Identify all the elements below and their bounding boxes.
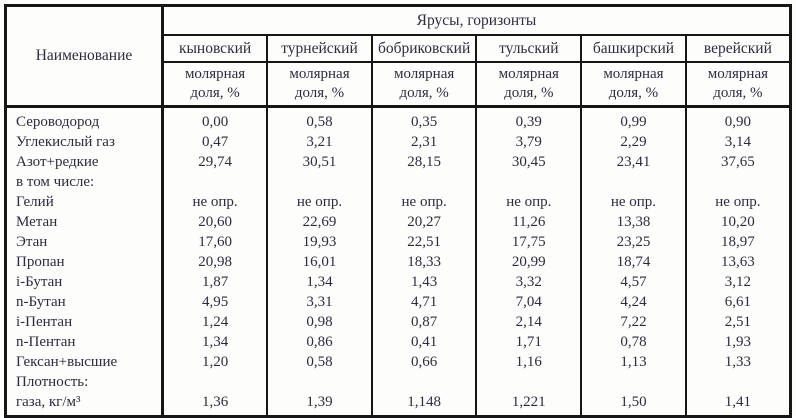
value-cell: 0,58 — [267, 107, 372, 133]
value-cell: 0,58 — [267, 352, 372, 372]
column-header: верейский — [686, 35, 791, 62]
value-cell: 1,93 — [686, 332, 791, 352]
value-cell — [267, 172, 372, 192]
row-label: Плотность: — [6, 372, 163, 392]
value-cell: 23,25 — [581, 232, 686, 252]
value-cell: 1,34 — [163, 332, 268, 352]
row-label: Гексан+высшие — [6, 352, 163, 372]
value-cell: 1,34 — [267, 272, 372, 292]
value-cell: 7,22 — [581, 312, 686, 332]
group-header: Ярусы, горизонты — [163, 6, 791, 36]
unit-header: молярная доля, % — [686, 62, 791, 107]
value-cell: не опр. — [372, 192, 477, 212]
value-cell: 3,21 — [267, 132, 372, 152]
value-cell: 10,20 — [686, 212, 791, 232]
value-cell: 2,31 — [372, 132, 477, 152]
value-cell: 7,04 — [476, 292, 581, 312]
value-cell: 20,27 — [372, 212, 477, 232]
row-label: n-Пентан — [6, 332, 163, 352]
value-cell: 4,57 — [581, 272, 686, 292]
value-cell: 4,71 — [372, 292, 477, 312]
row-label: Гелий — [6, 192, 163, 212]
value-cell: 0,98 — [267, 312, 372, 332]
value-cell: 20,98 — [163, 252, 268, 272]
row-label: n-Бутан — [6, 292, 163, 312]
value-cell: 0,35 — [372, 107, 477, 133]
value-cell: 1,20 — [163, 352, 268, 372]
column-header: башкирский — [581, 35, 686, 62]
value-cell: 0,39 — [476, 107, 581, 133]
value-cell: 0,00 — [163, 107, 268, 133]
table-row — [6, 212, 791, 232]
value-cell: 3,32 — [476, 272, 581, 292]
column-header: турнейский — [267, 35, 372, 62]
value-cell: 28,15 — [372, 152, 477, 172]
value-cell: 1,221 — [476, 392, 581, 417]
value-cell: 3,12 — [686, 272, 791, 292]
row-label: в том числе: — [6, 172, 163, 192]
table-row — [6, 352, 791, 372]
value-cell: 16,01 — [267, 252, 372, 272]
unit-header: молярная доля, % — [581, 62, 686, 107]
value-cell: 17,75 — [476, 232, 581, 252]
name-column-header: Наименование — [6, 6, 163, 107]
value-cell: 0,78 — [581, 332, 686, 352]
value-cell: 18,33 — [372, 252, 477, 272]
table-row — [6, 192, 791, 212]
row-label: Метан — [6, 212, 163, 232]
row-label: газа, кг/м³ — [6, 392, 163, 417]
value-cell: 1,33 — [686, 352, 791, 372]
value-cell: 2,29 — [581, 132, 686, 152]
group-header-row — [6, 6, 791, 36]
row-label: Этан — [6, 232, 163, 252]
table-row — [6, 312, 791, 332]
row-label: Углекислый газ — [6, 132, 163, 152]
value-cell: 1,87 — [163, 272, 268, 292]
table-row — [6, 372, 791, 392]
value-cell — [476, 372, 581, 392]
value-cell: 4,95 — [163, 292, 268, 312]
value-cell — [267, 372, 372, 392]
table-row — [6, 232, 791, 252]
value-cell: 23,41 — [581, 152, 686, 172]
value-cell: 1,41 — [686, 392, 791, 417]
table-row — [6, 152, 791, 172]
table-body — [6, 107, 791, 417]
value-cell: 18,97 — [686, 232, 791, 252]
value-cell: 1,71 — [476, 332, 581, 352]
value-cell: 1,36 — [163, 392, 268, 417]
value-cell: 1,13 — [581, 352, 686, 372]
value-cell: 0,86 — [267, 332, 372, 352]
value-cell: 22,69 — [267, 212, 372, 232]
value-cell: 2,51 — [686, 312, 791, 332]
unit-header: молярная доля, % — [163, 62, 268, 107]
unit-header: молярная доля, % — [372, 62, 477, 107]
value-cell — [372, 372, 477, 392]
value-cell: не опр. — [581, 192, 686, 212]
value-cell: 18,74 — [581, 252, 686, 272]
table-row — [6, 132, 791, 152]
row-label: i-Пентан — [6, 312, 163, 332]
column-header: тульский — [476, 35, 581, 62]
value-cell — [581, 172, 686, 192]
value-cell: 0,47 — [163, 132, 268, 152]
value-cell: 3,14 — [686, 132, 791, 152]
value-cell — [686, 172, 791, 192]
table-row — [6, 332, 791, 352]
value-cell: 20,60 — [163, 212, 268, 232]
value-cell: 37,65 — [686, 152, 791, 172]
value-cell: не опр. — [476, 192, 581, 212]
column-header: кыновский — [163, 35, 268, 62]
table-row — [6, 172, 791, 192]
value-cell — [163, 372, 268, 392]
value-cell: 30,45 — [476, 152, 581, 172]
value-cell: 6,61 — [686, 292, 791, 312]
value-cell: 0,87 — [372, 312, 477, 332]
value-cell: 1,16 — [476, 352, 581, 372]
value-cell: не опр. — [267, 192, 372, 212]
unit-header: молярная доля, % — [476, 62, 581, 107]
value-cell: 0,99 — [581, 107, 686, 133]
row-label: Сероводород — [6, 107, 163, 133]
value-cell: 13,38 — [581, 212, 686, 232]
value-cell: 0,41 — [372, 332, 477, 352]
value-cell: 11,26 — [476, 212, 581, 232]
value-cell: 3,79 — [476, 132, 581, 152]
row-label: Азот+редкие — [6, 152, 163, 172]
row-label: Пропан — [6, 252, 163, 272]
value-cell: 13,63 — [686, 252, 791, 272]
gas-composition-table — [4, 4, 792, 418]
value-cell — [372, 172, 477, 192]
value-cell — [476, 172, 581, 192]
value-cell: 19,93 — [267, 232, 372, 252]
unit-header: молярная доля, % — [267, 62, 372, 107]
value-cell: 1,50 — [581, 392, 686, 417]
value-cell: 20,99 — [476, 252, 581, 272]
value-cell: 30,51 — [267, 152, 372, 172]
table-row — [6, 252, 791, 272]
value-cell: 22,51 — [372, 232, 477, 252]
table-row — [6, 107, 791, 133]
table-header — [6, 6, 791, 107]
value-cell: 1,148 — [372, 392, 477, 417]
value-cell — [686, 372, 791, 392]
value-cell — [581, 372, 686, 392]
table-row — [6, 292, 791, 312]
value-cell: 17,60 — [163, 232, 268, 252]
value-cell: 29,74 — [163, 152, 268, 172]
value-cell: 4,24 — [581, 292, 686, 312]
value-cell: не опр. — [163, 192, 268, 212]
value-cell: 1,39 — [267, 392, 372, 417]
value-cell: 0,66 — [372, 352, 477, 372]
value-cell: не опр. — [686, 192, 791, 212]
value-cell: 0,90 — [686, 107, 791, 133]
value-cell: 2,14 — [476, 312, 581, 332]
table-row — [6, 392, 791, 417]
value-cell: 3,31 — [267, 292, 372, 312]
column-header: бобриковский — [372, 35, 477, 62]
table-row — [6, 272, 791, 292]
value-cell — [163, 172, 268, 192]
value-cell: 1,43 — [372, 272, 477, 292]
value-cell: 1,24 — [163, 312, 268, 332]
row-label: i-Бутан — [6, 272, 163, 292]
